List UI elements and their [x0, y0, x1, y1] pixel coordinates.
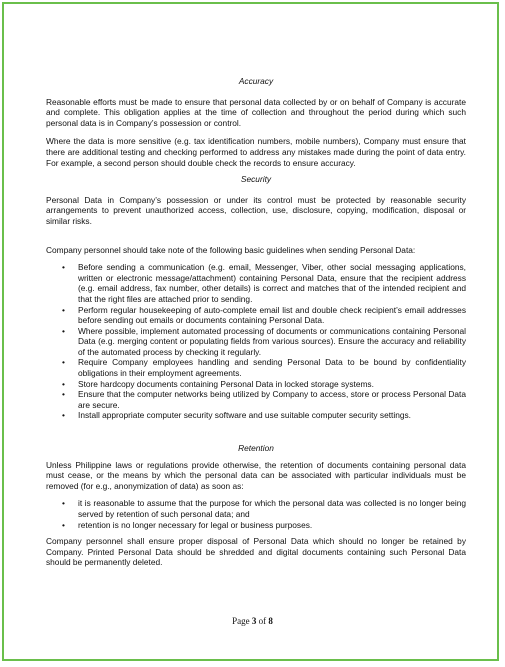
current-page-number: 3 — [251, 616, 257, 626]
security-paragraph-1: Personal Data in Company’s possession or under its control must be protected by reasonable security arrangements to prevent unauthorized access, collection, use, disclosure, copying, modification, disposal or similar risks. — [46, 194, 466, 226]
total-pages-number: 8 — [268, 616, 273, 626]
list-item: • Install appropriate computer security software and use suitable computer security settings. — [78, 410, 466, 421]
list-item: • Perform regular housekeeping of auto-complete email list and double check recipient’s email addresses before sending out emails or documents containing Personal Data. — [78, 305, 466, 326]
security-heading: Security — [240, 174, 272, 185]
accuracy-paragraph-1: Reasonable efforts must be made to ensure that personal data collected by or on behalf of Company is accurate and complete. This obligation applies at the time of collection and throughout the period during which such personal data is in Company’s possession or control. — [46, 96, 466, 128]
retention-conditions-list — [46, 498, 466, 530]
list-item: • it is reasonable to assume that the purpose for which the personal data was collected is no longer being served by retention of such personal data; and — [78, 498, 466, 519]
list-item: • retention is no longer necessary for legal or business purposes. — [78, 520, 466, 531]
accuracy-heading: Accuracy — [238, 76, 274, 86]
list-item: • Before sending a communication (e.g. email, Messenger, Viber, other social messaging applications, written or electronic message/attachment) containing Personal Data, ensure that the recipient address (e.g. email address, fax number, other details) is correct and matches that of the intended recipient and that the right files are attached prior to sending. — [78, 262, 466, 304]
accuracy-paragraph-2: Where the data is more sensitive (e.g. tax identification numbers, mobile numbers), Company must ensure that there are additional testing and checking performed to address any mistakes made during the point of data entry. For example, a second person should double check the records to ensure accuracy. — [46, 136, 466, 168]
document-body — [46, 76, 466, 568]
list-item: • Where possible, implement automated processing of documents or communications containing Personal Data (e.g. merging content or populating fields from various sources). Ensure the accuracy and reliability of the automated process by checking it regularly. — [78, 326, 466, 358]
list-item: • Store hardcopy documents containing Personal Data in locked storage systems. — [78, 379, 466, 390]
list-item: • Ensure that the computer networks being utilized by Company to access, store or process Personal Data are secure. — [78, 389, 466, 410]
of-word: of — [258, 616, 267, 626]
security-guidelines-list — [46, 262, 466, 421]
document-page — [2, 2, 499, 661]
security-paragraph-2: Company personnel should take note of the following basic guidelines when sending Personal Data: — [46, 244, 416, 255]
page-word: Page — [232, 616, 250, 626]
list-item: • Require Company employees handling and sending Personal Data to be bound by confidentiality obligations in their employment agreements. — [78, 357, 466, 378]
retention-paragraph-1: Unless Philippine laws or regulations provide otherwise, the retention of documents containing personal data must cease, or the means by which the personal data can be associated with particular individuals must be removed (for e.g., anonymization of data) as soon as: — [46, 459, 466, 491]
page-number-footer — [4, 616, 501, 626]
retention-paragraph-2: Company personnel shall ensure proper disposal of Personal Data which should no longer be retained by Company. Printed Personal Data should be shredded and digital documents containing such Personal Data should be permanently deleted. — [46, 536, 466, 568]
retention-heading: Retention — [238, 443, 274, 454]
